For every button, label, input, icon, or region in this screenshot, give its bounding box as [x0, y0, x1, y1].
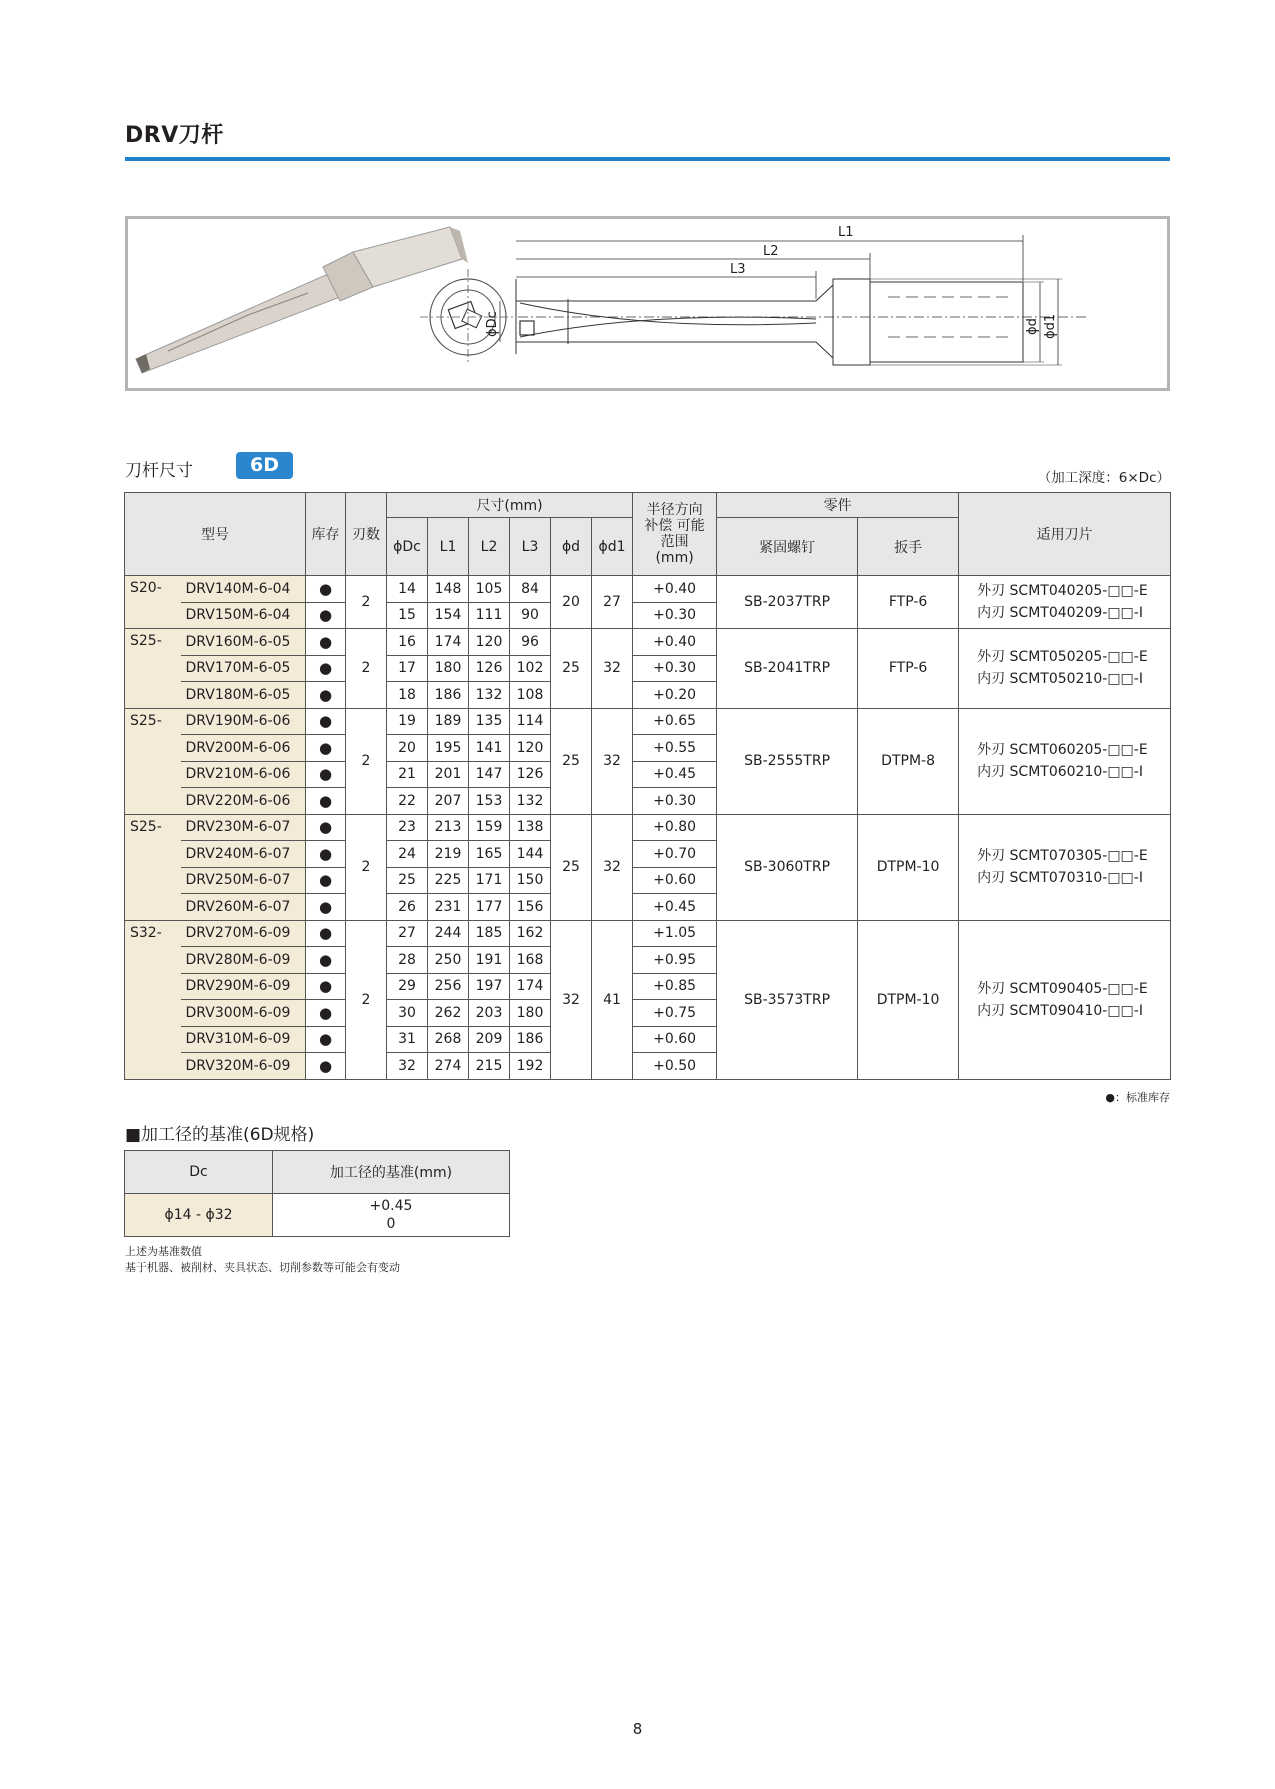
dim-d: ϕd — [1025, 318, 1040, 335]
model-code: DRV290M-6-09 — [181, 973, 306, 1000]
radial-comp: +0.70 — [633, 841, 717, 868]
dc-value: 32 — [387, 1053, 428, 1080]
radial-comp: +0.55 — [633, 735, 717, 762]
clamp-screw: SB-3573TRP — [717, 920, 858, 1079]
l1-value: 244 — [428, 920, 469, 947]
d-value: 32 — [551, 920, 592, 1079]
stock-dot: ● — [306, 1053, 346, 1080]
header-model: 型号 — [125, 493, 306, 576]
model-code: DRV280M-6-09 — [181, 947, 306, 974]
stock-dot: ● — [306, 761, 346, 788]
stock-dot: ● — [306, 1000, 346, 1027]
l2-value: 111 — [469, 602, 510, 629]
stock-dot: ● — [306, 576, 346, 603]
outer-insert: 外刃 SCMT090405-□□-E — [977, 980, 1148, 997]
radial-comp: +0.95 — [633, 947, 717, 974]
model-code: DRV240M-6-07 — [181, 841, 306, 868]
d1-value: 32 — [592, 814, 633, 920]
radial-comp: +0.60 — [633, 867, 717, 894]
header-d: ϕd — [551, 518, 592, 576]
l1-value: 256 — [428, 973, 469, 1000]
l3-value: 114 — [510, 708, 551, 735]
l2-value: 153 — [469, 788, 510, 815]
std-header-dc: Dc — [125, 1151, 273, 1194]
model-code: DRV170M-6-05 — [181, 655, 306, 682]
header-radial — [633, 493, 717, 576]
dim-L2: L2 — [763, 244, 779, 259]
clamp-screw: SB-2041TRP — [717, 629, 858, 709]
model-code: DRV190M-6-06 — [181, 708, 306, 735]
wrench: FTP-6 — [858, 576, 959, 629]
stock-dot: ● — [306, 735, 346, 762]
d1-value: 27 — [592, 576, 633, 629]
std-tol-lower: 0 — [386, 1216, 396, 1232]
d1-value: 41 — [592, 920, 633, 1079]
l3-value: 162 — [510, 920, 551, 947]
l2-value: 215 — [469, 1053, 510, 1080]
flute-count: 2 — [346, 920, 387, 1079]
l3-value: 192 — [510, 1053, 551, 1080]
l3-value: 84 — [510, 576, 551, 603]
dc-value: 15 — [387, 602, 428, 629]
d-value: 25 — [551, 629, 592, 709]
page-title: DRV刀杆 — [125, 123, 224, 148]
insert-cell — [959, 920, 1171, 1079]
dim-L1: L1 — [838, 225, 854, 240]
stock-dot: ● — [306, 708, 346, 735]
dc-value: 31 — [387, 1026, 428, 1053]
header-L1: L1 — [428, 518, 469, 576]
dim-d1: ϕd1 — [1043, 313, 1058, 339]
wrench: FTP-6 — [858, 629, 959, 709]
l1-value: 174 — [428, 629, 469, 656]
title-rule — [125, 157, 1170, 161]
l2-value: 105 — [469, 576, 510, 603]
std-tol — [273, 1194, 510, 1237]
radial-comp: +0.60 — [633, 1026, 717, 1053]
section-label: 刀杆尺寸 — [125, 461, 193, 481]
radial-comp: +0.80 — [633, 814, 717, 841]
radial-comp: +0.30 — [633, 655, 717, 682]
series-code: S25- — [125, 629, 181, 709]
radial-comp: +0.45 — [633, 761, 717, 788]
l1-value: 219 — [428, 841, 469, 868]
d-value: 20 — [551, 576, 592, 629]
l2-value: 120 — [469, 629, 510, 656]
flute-count: 2 — [346, 814, 387, 920]
l1-value: 186 — [428, 682, 469, 709]
insert-cell — [959, 814, 1171, 920]
flute-count: 2 — [346, 708, 387, 814]
section2-title: ■加工径的基准(6D规格) — [125, 1125, 315, 1145]
stock-dot: ● — [306, 894, 346, 921]
series-code: S25- — [125, 708, 181, 814]
model-code: DRV270M-6-09 — [181, 920, 306, 947]
footnote-1: 上述为基准数值 — [125, 1245, 202, 1258]
dc-value: 21 — [387, 761, 428, 788]
l1-value: 207 — [428, 788, 469, 815]
stock-dot: ● — [306, 1026, 346, 1053]
model-code: DRV260M-6-07 — [181, 894, 306, 921]
model-code: DRV220M-6-06 — [181, 788, 306, 815]
page-number: 8 — [632, 1720, 643, 1738]
stock-dot: ● — [306, 841, 346, 868]
radial-comp: +0.30 — [633, 602, 717, 629]
series-code: S20- — [125, 576, 181, 629]
l2-value: 159 — [469, 814, 510, 841]
model-code: DRV300M-6-09 — [181, 1000, 306, 1027]
header-L3: L3 — [510, 518, 551, 576]
l1-value: 189 — [428, 708, 469, 735]
stock-dot: ● — [306, 655, 346, 682]
model-code: DRV160M-6-05 — [181, 629, 306, 656]
table-row — [125, 629, 1171, 656]
l3-value: 156 — [510, 894, 551, 921]
stock-dot: ● — [306, 973, 346, 1000]
dim-Dc: ϕDc — [485, 311, 500, 337]
l1-value: 195 — [428, 735, 469, 762]
dc-value: 18 — [387, 682, 428, 709]
inner-insert: 内刃 SCMT070310-□□-I — [977, 870, 1143, 886]
header-parts: 零件 — [717, 493, 959, 518]
l3-value: 108 — [510, 682, 551, 709]
insert-cell — [959, 629, 1171, 709]
end-view — [420, 269, 516, 365]
dc-value: 24 — [387, 841, 428, 868]
depth-badge: 6D — [236, 452, 293, 479]
l3-value: 144 — [510, 841, 551, 868]
clamp-screw: SB-2037TRP — [717, 576, 858, 629]
l3-value: 96 — [510, 629, 551, 656]
d1-value: 32 — [592, 629, 633, 709]
radial-comp: +0.40 — [633, 576, 717, 603]
l2-value: 203 — [469, 1000, 510, 1027]
header-L2: L2 — [469, 518, 510, 576]
drill-photo — [136, 227, 468, 373]
dc-value: 28 — [387, 947, 428, 974]
l1-value: 180 — [428, 655, 469, 682]
l2-value: 132 — [469, 682, 510, 709]
table-row — [125, 920, 1171, 947]
l2-value: 141 — [469, 735, 510, 762]
dc-value: 27 — [387, 920, 428, 947]
model-code: DRV310M-6-09 — [181, 1026, 306, 1053]
dc-value: 25 — [387, 867, 428, 894]
dc-value: 29 — [387, 973, 428, 1000]
l3-value: 132 — [510, 788, 551, 815]
l2-value: 135 — [469, 708, 510, 735]
inner-insert: 内刃 SCMT040209-□□-I — [977, 605, 1143, 621]
table-row — [125, 708, 1171, 735]
inner-insert: 内刃 SCMT090410-□□-I — [977, 1002, 1143, 1019]
dc-value: 26 — [387, 894, 428, 921]
std-header-tol: 加工径的基准(mm) — [273, 1151, 510, 1194]
l3-value: 180 — [510, 1000, 551, 1027]
radial-comp: +0.75 — [633, 1000, 717, 1027]
stock-dot: ● — [306, 814, 346, 841]
wrench: DTPM-10 — [858, 814, 959, 920]
l2-value: 209 — [469, 1026, 510, 1053]
l2-value: 147 — [469, 761, 510, 788]
table-row — [125, 576, 1171, 603]
l1-value: 225 — [428, 867, 469, 894]
model-code: DRV230M-6-07 — [181, 814, 306, 841]
outer-insert: 外刃 SCMT050205-□□-E — [977, 649, 1148, 666]
header-d1: ϕd1 — [592, 518, 633, 576]
l2-value: 165 — [469, 841, 510, 868]
stock-dot: ● — [306, 788, 346, 815]
l3-value: 138 — [510, 814, 551, 841]
l2-value: 171 — [469, 867, 510, 894]
l3-value: 126 — [510, 761, 551, 788]
side-view — [500, 235, 1088, 365]
clamp-screw: SB-2555TRP — [717, 708, 858, 814]
insert-cell — [959, 576, 1171, 629]
header-inserts: 适用刀片 — [959, 493, 1171, 576]
l1-value: 262 — [428, 1000, 469, 1027]
model-code: DRV320M-6-09 — [181, 1053, 306, 1080]
l1-value: 250 — [428, 947, 469, 974]
header-screw: 紧固螺钉 — [717, 518, 858, 576]
outer-insert: 外刃 SCMT060205-□□-E — [977, 742, 1148, 758]
dc-value: 17 — [387, 655, 428, 682]
l3-value: 174 — [510, 973, 551, 1000]
spec-body — [125, 576, 1171, 1080]
series-code: S32- — [125, 920, 181, 1079]
radial-comp: +0.50 — [633, 1053, 717, 1080]
radial-comp: +0.85 — [633, 973, 717, 1000]
l3-value: 102 — [510, 655, 551, 682]
std-table — [124, 1150, 510, 1237]
drill-figure — [125, 216, 1170, 391]
l1-value: 213 — [428, 814, 469, 841]
insert-cell — [959, 708, 1171, 814]
wrench: DTPM-8 — [858, 708, 959, 814]
l2-value: 177 — [469, 894, 510, 921]
model-code: DRV180M-6-05 — [181, 682, 306, 709]
stock-dot: ● — [306, 947, 346, 974]
l1-value: 268 — [428, 1026, 469, 1053]
stock-legend: ●：标准库存 — [1105, 1091, 1170, 1104]
depth-note: （加工深度：6×Dc） — [1037, 470, 1170, 486]
drill-drawing — [128, 219, 1167, 388]
l2-value: 126 — [469, 655, 510, 682]
inner-insert: 内刃 SCMT060210-□□-I — [977, 764, 1143, 780]
radial-comp: +0.20 — [633, 682, 717, 709]
spec-table — [124, 492, 1171, 1080]
l1-value: 154 — [428, 602, 469, 629]
std-range: ϕ14 - ϕ32 — [125, 1194, 273, 1237]
stock-dot: ● — [306, 602, 346, 629]
flute-count: 2 — [346, 576, 387, 629]
wrench: DTPM-10 — [858, 920, 959, 1079]
d-value: 25 — [551, 814, 592, 920]
l2-value: 197 — [469, 973, 510, 1000]
radial-comp: +1.05 — [633, 920, 717, 947]
radial-comp: +0.45 — [633, 894, 717, 921]
dc-value: 20 — [387, 735, 428, 762]
header-radial-text: 半径方向 补偿 可能范围 (mm) — [644, 502, 705, 566]
l3-value: 90 — [510, 602, 551, 629]
header-wrench: 扳手 — [858, 518, 959, 576]
l1-value: 274 — [428, 1053, 469, 1080]
model-code: DRV200M-6-06 — [181, 735, 306, 762]
model-code: DRV140M-6-04 — [181, 576, 306, 603]
stock-dot: ● — [306, 920, 346, 947]
dc-value: 19 — [387, 708, 428, 735]
std-tol-upper: +0.45 — [369, 1198, 413, 1214]
inner-insert: 内刃 SCMT050210-□□-I — [977, 671, 1143, 688]
stock-dot: ● — [306, 867, 346, 894]
dc-value: 23 — [387, 814, 428, 841]
dim-L3: L3 — [730, 262, 746, 277]
model-code: DRV150M-6-04 — [181, 602, 306, 629]
radial-comp: +0.30 — [633, 788, 717, 815]
radial-comp: +0.40 — [633, 629, 717, 656]
footnote-2: 基于机器、被削材、夹具状态、切削参数等可能会有变动 — [125, 1261, 400, 1274]
header-stock: 库存 — [306, 493, 346, 576]
dc-value: 14 — [387, 576, 428, 603]
l3-value: 120 — [510, 735, 551, 762]
radial-comp: +0.65 — [633, 708, 717, 735]
l3-value: 168 — [510, 947, 551, 974]
d-value: 25 — [551, 708, 592, 814]
outer-insert: 外刃 SCMT070305-□□-E — [977, 848, 1148, 864]
stock-dot: ● — [306, 629, 346, 656]
model-code: DRV250M-6-07 — [181, 867, 306, 894]
l3-value: 150 — [510, 867, 551, 894]
header-dims: 尺寸(mm) — [387, 493, 633, 518]
l2-value: 191 — [469, 947, 510, 974]
header-Dc: ϕDc — [387, 518, 428, 576]
l1-value: 231 — [428, 894, 469, 921]
dc-value: 30 — [387, 1000, 428, 1027]
flute-count: 2 — [346, 629, 387, 709]
dc-value: 22 — [387, 788, 428, 815]
stock-dot: ● — [306, 682, 346, 709]
table-row — [125, 814, 1171, 841]
series-code: S25- — [125, 814, 181, 920]
l2-value: 185 — [469, 920, 510, 947]
clamp-screw: SB-3060TRP — [717, 814, 858, 920]
l1-value: 201 — [428, 761, 469, 788]
outer-insert: 外刃 SCMT040205-□□-E — [977, 583, 1148, 599]
d1-value: 32 — [592, 708, 633, 814]
model-code: DRV210M-6-06 — [181, 761, 306, 788]
l3-value: 186 — [510, 1026, 551, 1053]
l1-value: 148 — [428, 576, 469, 603]
dc-value: 16 — [387, 629, 428, 656]
header-flutes: 刃数 — [346, 493, 387, 576]
